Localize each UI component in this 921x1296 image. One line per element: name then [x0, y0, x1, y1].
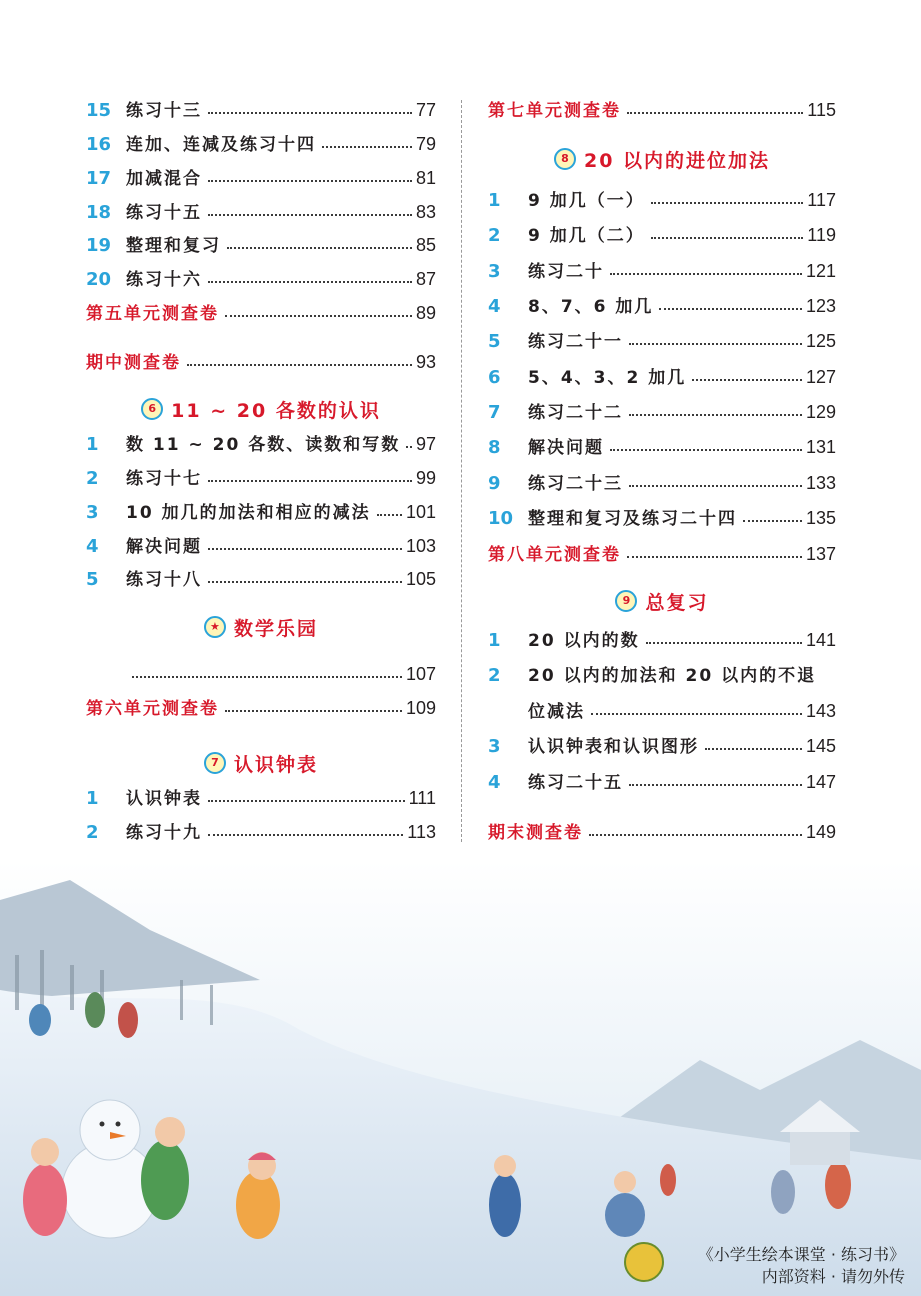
entry-title: 整理和复习及练习二十四	[528, 509, 737, 529]
toc-entry[interactable]	[488, 468, 836, 494]
dot-leader	[692, 379, 802, 381]
entry-number: 18	[86, 202, 112, 223]
toc-entry[interactable]	[86, 298, 436, 324]
entry-title: 加减混合	[126, 169, 202, 189]
entry-number: 4	[488, 296, 501, 317]
page-number: 81	[415, 168, 436, 188]
entry-number: 1	[488, 190, 501, 211]
entry-number: 10	[488, 508, 514, 529]
page-number: 97	[415, 434, 436, 454]
section-title: 数学乐园	[233, 618, 318, 640]
entry-title: 20 以内的数	[528, 631, 640, 651]
dot-leader	[132, 676, 402, 678]
entry-title: 期中测查卷	[86, 353, 181, 373]
dot-leader	[208, 581, 402, 583]
entry-title: 8、7、6 加几	[528, 297, 654, 317]
entry-number: 8	[488, 437, 501, 458]
section-heading	[86, 613, 436, 641]
dot-leader	[208, 548, 402, 550]
section-title: 11 ~ 20 各数的认识	[171, 400, 381, 422]
dot-leader	[659, 308, 802, 310]
winter-illustration	[0, 860, 921, 1296]
dot-leader	[208, 214, 412, 216]
toc-entry[interactable]	[488, 625, 836, 651]
page-number: 135	[805, 508, 836, 528]
entry-number: 4	[86, 536, 99, 557]
page-number: 121	[805, 261, 836, 281]
entry-number: 3	[488, 736, 501, 757]
entry-number: 20	[86, 269, 112, 290]
page-number: 103	[405, 536, 436, 556]
entry-title: 20 以内的加法和 20 以内的不退	[528, 666, 817, 686]
page-number: 131	[805, 437, 836, 457]
entry-number: 4	[488, 772, 501, 793]
entry-number: 1	[86, 788, 99, 809]
page-number: 115	[807, 100, 836, 120]
dot-leader	[225, 710, 402, 712]
footer-notice	[698, 1244, 905, 1288]
unit-badge-icon: 9	[615, 590, 637, 612]
page-number: 145	[805, 736, 836, 756]
page-number: 123	[805, 296, 836, 316]
page-number: 133	[805, 473, 836, 493]
dot-leader	[208, 480, 412, 482]
entry-title: 5、4、3、2 加几	[528, 368, 687, 388]
toc-entry[interactable]	[86, 531, 436, 557]
entry-title: 练习十六	[126, 270, 202, 290]
section-title: 总复习	[645, 592, 709, 614]
page-number: 147	[805, 772, 836, 792]
entry-title: 练习十九	[126, 823, 202, 843]
dot-leader	[610, 273, 802, 275]
toc-entry[interactable]	[488, 767, 836, 793]
dot-leader	[208, 281, 412, 283]
dot-leader	[208, 180, 412, 182]
entry-number: 5	[488, 331, 501, 352]
page-number: 143	[805, 701, 836, 721]
toc-entry[interactable]	[488, 503, 836, 529]
dot-leader	[629, 784, 802, 786]
dot-leader	[629, 414, 802, 416]
page-number: 129	[805, 402, 836, 422]
dot-leader	[227, 247, 412, 249]
entry-number: 3	[86, 502, 99, 523]
entry-title: 9 加几（二）	[528, 226, 645, 246]
entry-number: 2	[86, 468, 99, 489]
toc-entry[interactable]	[86, 163, 436, 189]
publisher-logo	[624, 1242, 664, 1282]
dot-leader	[208, 800, 405, 802]
dot-leader	[610, 449, 802, 451]
toc-entry[interactable]	[488, 731, 836, 757]
toc-entry[interactable]	[488, 95, 836, 121]
entry-number: 2	[488, 225, 501, 246]
entry-title: 练习二十五	[528, 773, 623, 793]
dot-leader	[322, 146, 412, 148]
entry-title: 整理和复习	[126, 236, 221, 256]
unit-badge-icon: 6	[141, 398, 163, 420]
unit-badge-icon: 8	[554, 148, 576, 170]
toc-entry[interactable]	[86, 463, 436, 489]
toc-entry[interactable]	[86, 693, 436, 719]
entry-title: 认识钟表	[126, 789, 202, 809]
entry-title: 练习十三	[126, 101, 202, 121]
page-number: 117	[807, 190, 836, 210]
entry-number: 16	[86, 134, 112, 155]
entry-title: 解决问题	[528, 438, 604, 458]
dot-leader	[225, 315, 412, 317]
page-number: 149	[805, 822, 836, 842]
entry-title: 认识钟表和认识图形	[528, 737, 699, 757]
entry-title: 练习十七	[126, 469, 202, 489]
dot-leader	[743, 520, 802, 522]
entry-title: 第八单元测查卷	[488, 545, 621, 565]
dot-leader	[591, 713, 802, 715]
dot-leader	[208, 112, 412, 114]
dot-leader	[377, 514, 402, 516]
toc-entry[interactable]	[86, 197, 436, 223]
section-heading	[488, 145, 836, 173]
snow-scene-illustration	[0, 860, 921, 1296]
entry-number: 6	[488, 367, 501, 388]
page-number: 93	[415, 352, 436, 372]
page-number: 141	[805, 630, 836, 650]
page-number: 111	[408, 788, 436, 808]
entry-title: 练习二十	[528, 262, 604, 282]
toc-entry[interactable]	[86, 564, 436, 590]
toc-entry[interactable]	[488, 660, 836, 686]
toc-entry[interactable]	[86, 264, 436, 290]
toc-entry[interactable]	[86, 347, 436, 373]
dot-leader	[187, 364, 412, 366]
unit-badge-icon: 7	[204, 752, 226, 774]
entry-number: 7	[488, 402, 501, 423]
toc-entry[interactable]	[86, 95, 436, 121]
footer-book-title: 《小学生绘本课堂 · 练习书》	[697, 1245, 905, 1264]
dot-leader	[646, 642, 802, 644]
entry-number: 5	[86, 569, 99, 590]
page-number: 109	[405, 698, 436, 718]
entry-title: 解决问题	[126, 537, 202, 557]
page-number: 105	[405, 569, 436, 589]
toc-entry[interactable]	[488, 291, 836, 317]
section-heading	[86, 749, 436, 777]
toc-entry[interactable]	[488, 696, 836, 722]
toc-entry[interactable]	[86, 497, 436, 523]
toc-entry[interactable]	[86, 783, 436, 809]
page-number: 107	[405, 664, 436, 684]
dot-leader	[651, 202, 804, 204]
section-title: 认识钟表	[233, 754, 318, 776]
entry-number: 1	[488, 630, 501, 651]
dot-leader	[589, 834, 802, 836]
entry-title: 9 加几（一）	[528, 191, 645, 211]
toc-entry[interactable]	[488, 256, 836, 282]
entry-number: 17	[86, 168, 112, 189]
toc-entry[interactable]	[86, 817, 436, 843]
page-number: 79	[415, 134, 436, 154]
dot-leader	[629, 485, 802, 487]
dot-leader	[651, 237, 804, 239]
entry-title: 连加、连减及练习十四	[126, 135, 316, 155]
toc-entry[interactable]	[86, 659, 436, 685]
column-divider	[461, 100, 462, 842]
dot-leader	[627, 112, 803, 114]
page-number: 119	[807, 225, 836, 245]
page-number: 113	[407, 822, 436, 842]
entry-number: 15	[86, 100, 112, 121]
page-number: 87	[415, 269, 436, 289]
page-number: 89	[415, 303, 436, 323]
toc-entry[interactable]	[488, 539, 836, 565]
toc-entry[interactable]	[488, 362, 836, 388]
entry-title: 数 11 ~ 20 各数、读数和写数	[126, 435, 401, 455]
entry-number: 19	[86, 235, 112, 256]
page-number: 77	[415, 100, 436, 120]
entry-title: 练习二十一	[528, 332, 623, 352]
page-number: 99	[415, 468, 436, 488]
entry-title: 10 加几的加法和相应的减法	[126, 503, 371, 523]
entry-number: 2	[488, 665, 501, 686]
footer-internal-notice: 内部资料 · 请勿外传	[761, 1267, 905, 1286]
entry-title: 练习二十三	[528, 474, 623, 494]
dot-leader	[208, 834, 403, 836]
page-number: 83	[415, 202, 436, 222]
entry-title: 位减法	[528, 702, 585, 722]
toc-entry[interactable]	[86, 429, 436, 455]
page-number: 127	[805, 367, 836, 387]
dot-leader	[705, 748, 802, 750]
entry-title: 第五单元测查卷	[86, 304, 219, 324]
section-heading	[86, 395, 436, 423]
section-title: 20 以内的进位加法	[583, 150, 771, 172]
entry-title: 练习十八	[126, 570, 202, 590]
dot-leader	[627, 556, 802, 558]
entry-number: 3	[488, 261, 501, 282]
page-number: 101	[405, 502, 436, 522]
toc-entry[interactable]	[86, 129, 436, 155]
entry-number: 1	[86, 434, 99, 455]
toc-entry[interactable]	[488, 220, 836, 246]
toc-entry[interactable]	[488, 432, 836, 458]
toc-entry[interactable]	[488, 185, 836, 211]
entry-title: 练习十五	[126, 203, 202, 223]
toc-entry[interactable]	[488, 397, 836, 423]
entry-title: 第七单元测查卷	[488, 101, 621, 121]
toc-entry[interactable]	[86, 230, 436, 256]
section-heading	[488, 587, 836, 615]
page-number: 125	[805, 331, 836, 351]
page-number: 85	[415, 235, 436, 255]
page-number: 137	[805, 544, 836, 564]
entry-number: 2	[86, 822, 99, 843]
dot-leader	[629, 343, 802, 345]
toc-entry[interactable]	[488, 817, 836, 843]
unit-badge-icon: ★	[204, 616, 226, 638]
entry-title: 练习二十二	[528, 403, 623, 423]
entry-number: 9	[488, 473, 501, 494]
toc-entry[interactable]	[488, 326, 836, 352]
dot-leader	[406, 446, 412, 448]
entry-title: 第六单元测查卷	[86, 699, 219, 719]
entry-title: 期末测查卷	[488, 823, 583, 843]
